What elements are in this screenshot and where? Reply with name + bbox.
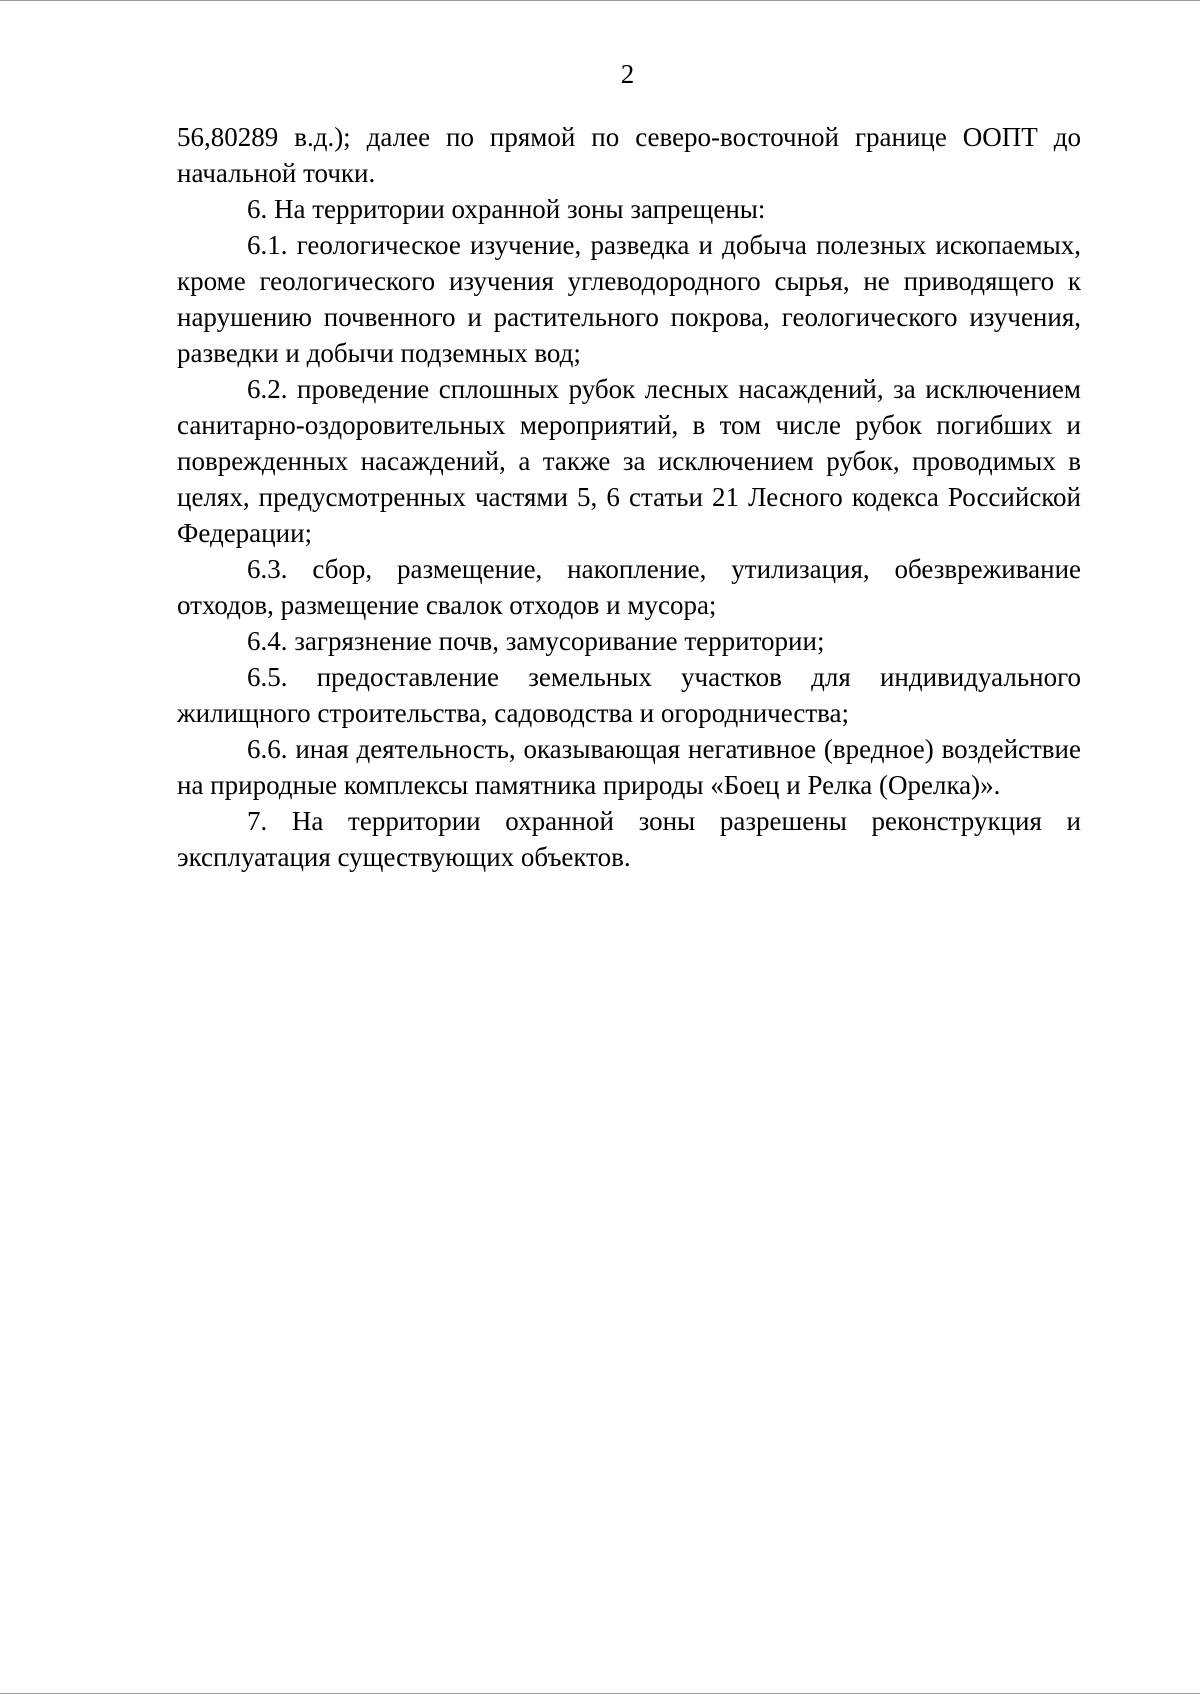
paragraph-6-5: 6.5. предоставление земельных участков для индивидуального жилищного строительства, садоводства и огородничества; bbox=[177, 662, 1081, 728]
paragraph-7: 7. На территории охранной зоны разрешены реконструкция и эксплуатация существующих объектов. bbox=[177, 806, 1081, 872]
paragraph-6-2: 6.2. проведение сплошных рубок лесных насаждений, за исключением санитарно-оздоровительных мероприятий, в том числе рубок погибших и поврежденных насаждений, а также за исключением рубок, проводимых в целях, предусмотренных частями 5, 6 статьи 21 Лесного кодекса Российской Федерации; bbox=[177, 374, 1081, 548]
paragraph-continuation: 56,80289 в.д.); далее по прямой по северо-восточной границе ООПТ до начальной точки. bbox=[177, 122, 1081, 188]
paragraph-6: 6. На территории охранной зоны запрещены: bbox=[247, 194, 766, 224]
paragraph-6-1: 6.1. геологическое изучение, разведка и добыча полезных ископаемых, кроме геологического изучения углеводородного сырья, не приводящего к нарушению почвенного и растительного покрова, геологического изучения, разведки и добычи подземных вод; bbox=[177, 230, 1081, 368]
page-number: 2 bbox=[620, 59, 635, 89]
document-body bbox=[177, 119, 1081, 875]
paragraph-6-4: 6.4. загрязнение почв, замусоривание территории; bbox=[247, 626, 825, 656]
paragraph-6-3: 6.3. сбор, размещение, накопление, утилизация, обезвреживание отходов, размещение свалок отходов и мусора; bbox=[177, 554, 1081, 620]
paragraph-6-6: 6.6. иная деятельность, оказывающая негативное (вредное) воздействие на природные комплексы памятника природы «Боец и Релка (Орелка)». bbox=[177, 734, 1081, 800]
